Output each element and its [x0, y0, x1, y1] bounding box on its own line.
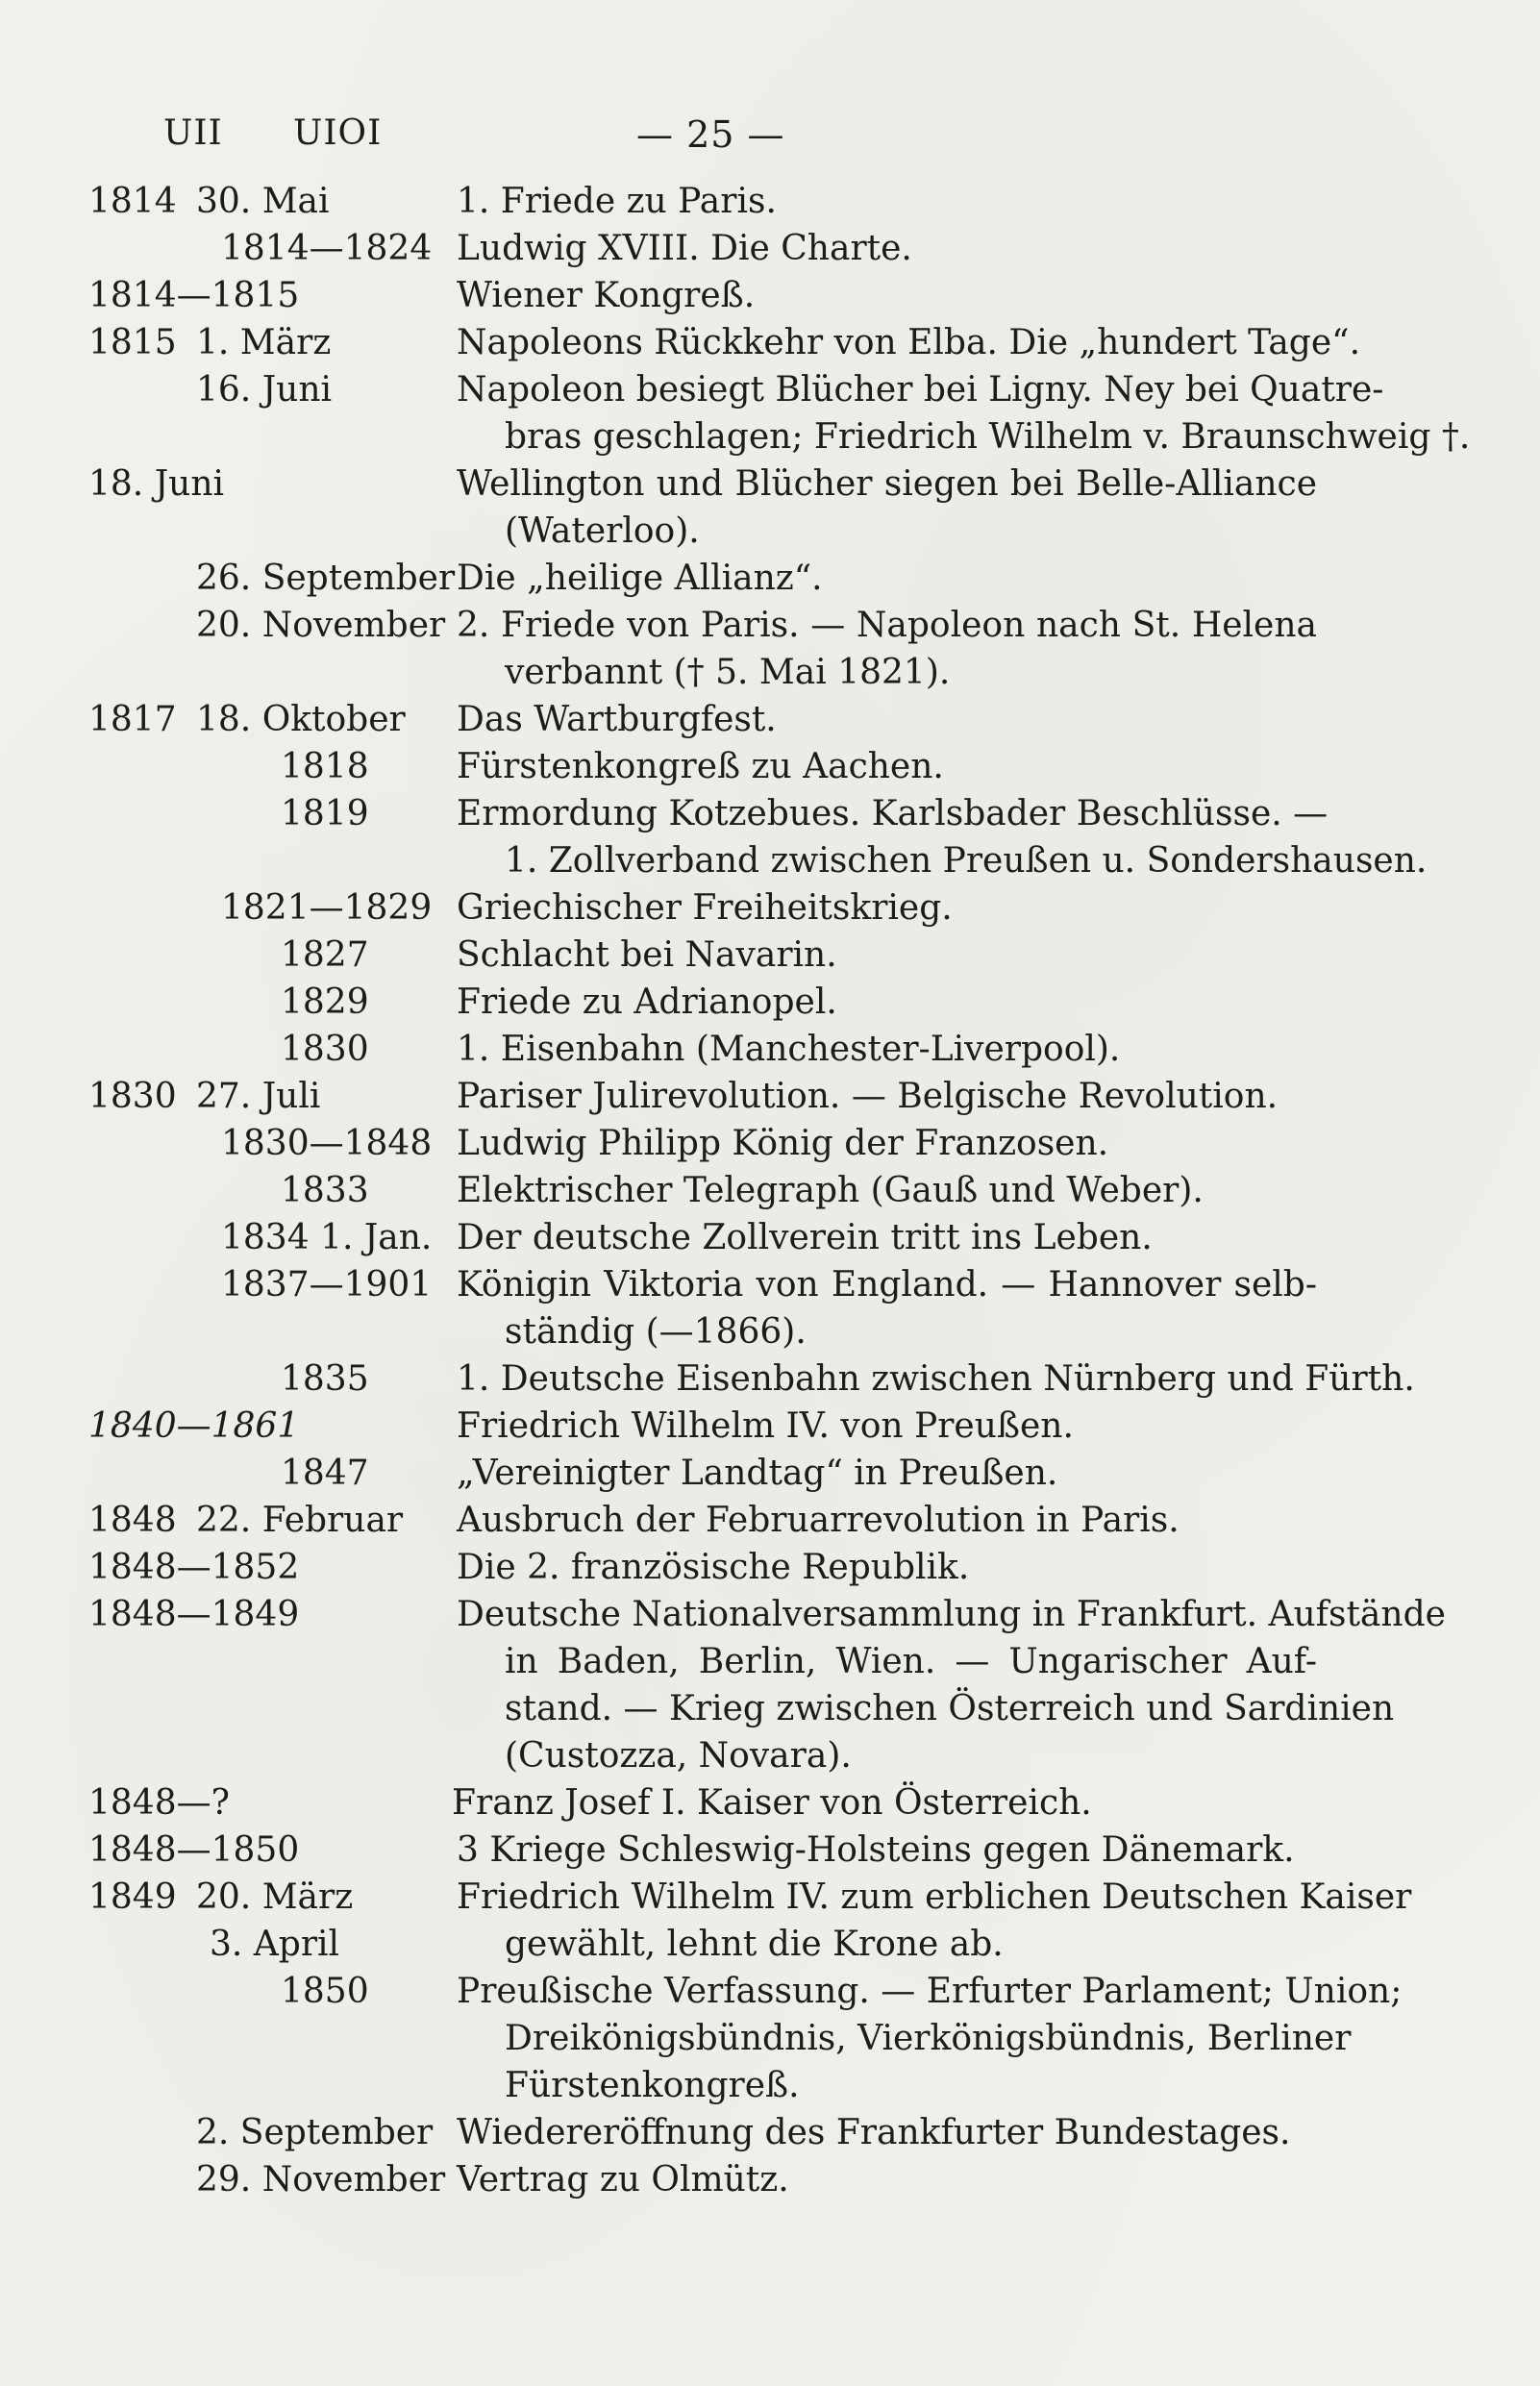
year: 1814: [88, 182, 177, 221]
date: 26. September: [196, 559, 456, 598]
date: 1833: [281, 1171, 369, 1210]
entry-row: [0, 461, 1540, 510]
event-text: 1. Deutsche Eisenbahn zwischen Nürnberg und Fürth.: [457, 1359, 1415, 1399]
entry-row: [0, 838, 1540, 886]
entry-row: [0, 1827, 1540, 1876]
entry-row: [0, 1733, 1540, 1781]
event-text: Schlacht bei Navarin.: [457, 935, 837, 975]
event-text: Friedrich Wilhelm IV. von Preußen.: [457, 1406, 1074, 1446]
entry-row: [0, 1027, 1540, 1075]
year: 1848—1850: [88, 1830, 300, 1870]
event-text: Franz Josef I. Kaiser von Österreich.: [452, 1783, 1092, 1823]
entry-row: [0, 1780, 1540, 1828]
entry-row: [0, 1592, 1540, 1640]
event-text: Königin Viktoria von England. — Hannover selb-: [457, 1265, 1317, 1305]
entry-row: [0, 744, 1540, 792]
year: 1848—1849: [88, 1595, 300, 1634]
entry-row: [0, 179, 1540, 227]
entry-row: [0, 2157, 1540, 2205]
date: 1830—1848: [221, 1124, 433, 1163]
entry-row: [0, 1168, 1540, 1216]
date: 29. November: [196, 2160, 446, 2200]
entry-row: [0, 1969, 1540, 2017]
event-text: Wiener Kongreß.: [457, 276, 756, 315]
column-header-left: UII: [163, 113, 223, 153]
year: 1817: [88, 700, 177, 739]
event-text: Fürstenkongreß.: [505, 2066, 800, 2105]
event-text: Deutsche Nationalversammlung in Frankfurt. Aufstände: [457, 1595, 1446, 1634]
date: 1847: [281, 1454, 369, 1493]
date: 3. April: [210, 1925, 340, 1964]
date: 1814—1824: [221, 229, 433, 268]
event-text: Elektrischer Telegraph (Gauß und Weber).: [457, 1171, 1204, 1210]
event-text: Preußische Verfassung. — Erfurter Parlament; Union;: [457, 1972, 1403, 2011]
event-text: (Waterloo).: [505, 511, 700, 551]
date: 16. Juni: [196, 370, 333, 410]
event-text: Napoleon besiegt Blücher bei Ligny. Ney bei Quatre-: [457, 370, 1384, 410]
event-text: (Custozza, Novara).: [505, 1736, 852, 1776]
date: 2. September: [196, 2113, 434, 2152]
event-text: Dreikönigsbündnis, Vierkönigsbündnis, Berliner: [505, 2019, 1352, 2058]
event-text: Ausbruch der Februarrevolution in Paris.: [457, 1501, 1180, 1540]
event-text: Griechischer Freiheitskrieg.: [457, 888, 953, 928]
entry-row: [0, 1451, 1540, 1499]
event-text: Wiedereröffnung des Frankfurter Bundestages.: [457, 2113, 1291, 2152]
entry-row: [0, 320, 1540, 368]
date: 1827: [281, 935, 369, 975]
entry-row: [0, 1262, 1540, 1310]
event-text: Ludwig XVIII. Die Charte.: [457, 229, 912, 268]
event-text: Ermordung Kotzebues. Karlsbader Beschlüsse. —: [457, 794, 1329, 833]
date: 1830: [281, 1030, 369, 1069]
event-text: Pariser Julirevolution. — Belgische Revolution.: [457, 1077, 1279, 1116]
entry-row: [0, 1498, 1540, 1546]
date: 30. Mai: [196, 182, 330, 221]
entry-row: [0, 932, 1540, 981]
entry-row: [0, 556, 1540, 604]
date: 27. Juli: [196, 1077, 321, 1116]
entry-row: [0, 1074, 1540, 1122]
event-text: „Vereinigter Landtag“ in Preußen.: [457, 1454, 1058, 1493]
date: 20. März: [196, 1877, 354, 1917]
event-text: Das Wartburgfest.: [457, 700, 777, 739]
year: 1848—?: [88, 1783, 230, 1823]
entry-row: [0, 1404, 1540, 1452]
year: 1848: [88, 1501, 177, 1540]
date: 1850: [281, 1972, 369, 2011]
event-text: verbannt († 5. Mai 1821).: [505, 653, 951, 692]
event-text: Fürstenkongreß zu Aachen.: [457, 747, 944, 786]
entry-row: [0, 1875, 1540, 1923]
year: 1814—1815: [88, 276, 300, 315]
event-text: Die 2. französische Republik.: [457, 1548, 970, 1587]
entry-row: [0, 1356, 1540, 1404]
event-text: Wellington und Blücher siegen bei Belle-Alliance: [457, 464, 1317, 504]
date: 20. November: [196, 606, 446, 645]
date: 1835: [281, 1359, 369, 1399]
entry-row: [0, 1545, 1540, 1593]
event-text: 1. Eisenbahn (Manchester-Liverpool).: [457, 1030, 1121, 1069]
date: 1818: [281, 747, 369, 786]
event-text: Vertrag zu Olmütz.: [457, 2160, 789, 2200]
event-text: in Baden, Berlin, Wien. — Ungarischer Auf-: [505, 1642, 1317, 1681]
event-text: Die „heilige Allianz“.: [457, 559, 823, 598]
entry-row: [0, 2110, 1540, 2158]
entry-row: [0, 697, 1540, 745]
entry-row: [0, 791, 1540, 839]
date: 18. Oktober: [196, 700, 406, 739]
date: 22. Februar: [196, 1501, 404, 1540]
entry-row: [0, 650, 1540, 698]
entry-row: [0, 509, 1540, 557]
year: 1848—1852: [88, 1548, 300, 1587]
entry-row: [0, 1686, 1540, 1734]
event-text: 3 Kriege Schleswig-Holsteins gegen Dänemark.: [457, 1830, 1295, 1870]
entry-row: [0, 603, 1540, 651]
entry-row: [0, 2016, 1540, 2064]
date: 1837—1901: [221, 1265, 433, 1305]
entry-row: [0, 885, 1540, 933]
date: 1. März: [196, 323, 332, 362]
event-text: 1. Friede zu Paris.: [457, 182, 777, 221]
date: 1829: [281, 982, 369, 1022]
entry-row: [0, 980, 1540, 1028]
event-text: ständig (—1866).: [505, 1312, 807, 1352]
entry-row: [0, 273, 1540, 321]
column-header-mid: UIOI: [293, 113, 383, 153]
year: 1815: [88, 323, 177, 362]
date: 1834 1. Jan.: [221, 1218, 433, 1257]
entry-row: [0, 2063, 1540, 2111]
entry-row: [0, 1922, 1540, 1970]
page-number: — 25 —: [636, 113, 785, 156]
entry-row: [0, 1639, 1540, 1687]
year: 18. Juni: [88, 464, 225, 504]
date: 1821—1829: [221, 888, 433, 928]
year: 1849: [88, 1877, 177, 1917]
year: 1840—1861: [88, 1406, 300, 1446]
event-text: Friedrich Wilhelm IV. zum erblichen Deutschen Kaiser: [457, 1877, 1412, 1917]
entry-row: [0, 1121, 1540, 1169]
event-text: stand. — Krieg zwischen Österreich und Sardinien: [505, 1689, 1395, 1728]
entry-row: [0, 414, 1540, 462]
event-text: bras geschlagen; Friedrich Wilhelm v. Braunschweig †.: [505, 417, 1471, 457]
year: 1830: [88, 1077, 177, 1116]
date: 1819: [281, 794, 369, 833]
entry-row: [0, 1309, 1540, 1357]
event-text: 1. Zollverband zwischen Preußen u. Sondershausen.: [505, 841, 1428, 881]
entry-row: [0, 367, 1540, 415]
event-text: Ludwig Philipp König der Franzosen.: [457, 1124, 1109, 1163]
event-text: Friede zu Adrianopel.: [457, 982, 837, 1022]
event-text: Der deutsche Zollverein tritt ins Leben.: [457, 1218, 1153, 1257]
entry-row: [0, 226, 1540, 274]
entry-row: [0, 1215, 1540, 1263]
event-text: gewählt, lehnt die Krone ab.: [505, 1925, 1004, 1964]
event-text: Napoleons Rückkehr von Elba. Die „hundert Tage“.: [457, 323, 1361, 362]
event-text: 2. Friede von Paris. — Napoleon nach St. Helena: [457, 606, 1317, 645]
